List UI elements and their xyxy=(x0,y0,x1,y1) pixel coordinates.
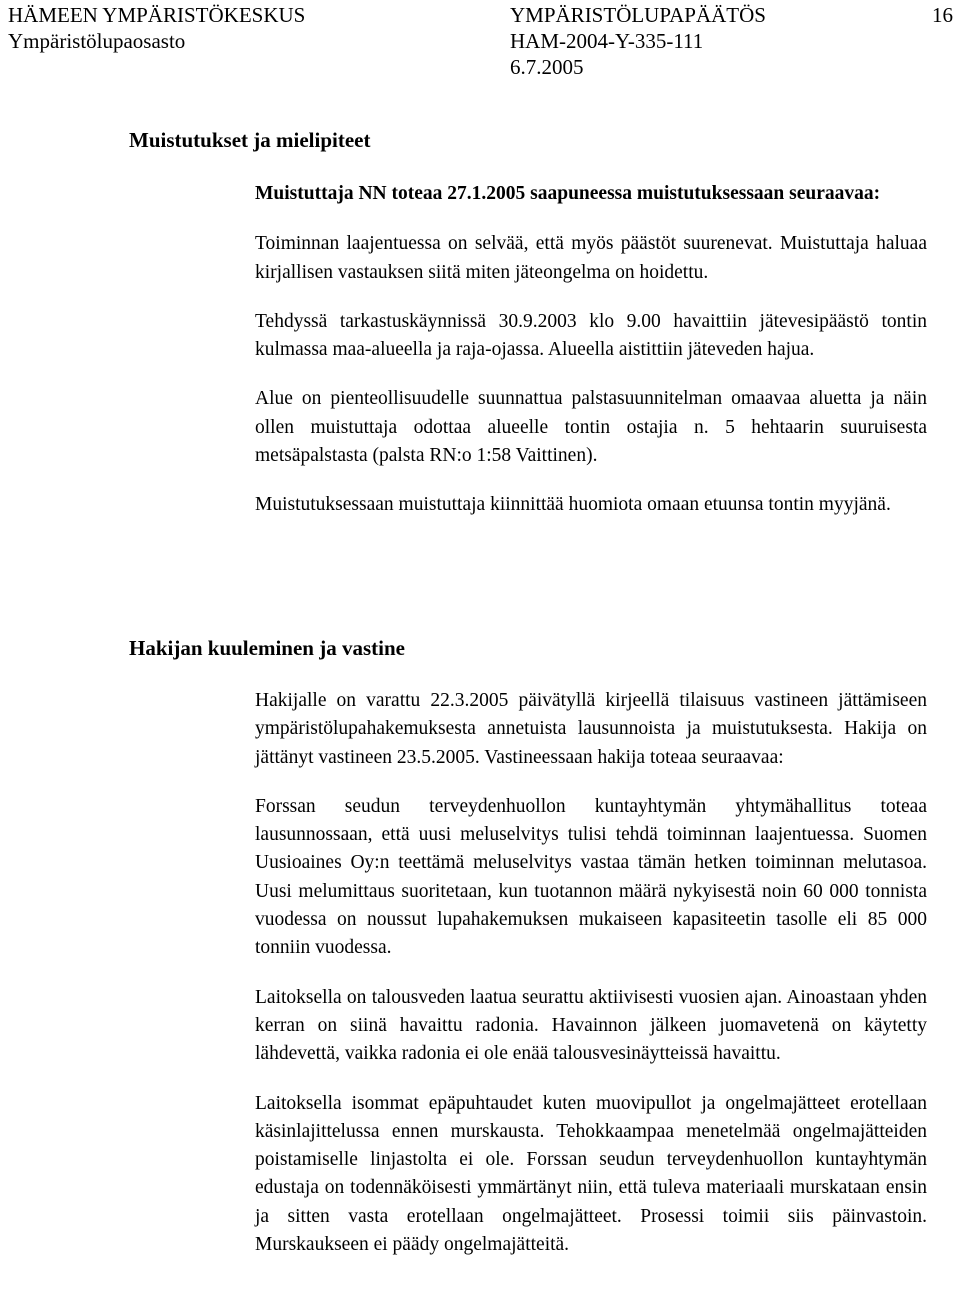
muistutukset-intro: Muistuttaja NN toteaa 27.1.2005 saapuneessa muistutuksessaan seuraavaa: xyxy=(255,183,881,204)
hakijan-paragraph: Laitoksella on talousveden laatua seurattu aktiivisesti vuosien ajan. Ainoastaan yhden kerran on siinä havaittu radonia. Havainnon jälkeen juomavetenä on käytetty lähdevettä, vaikka radonia ei ole enää talousvesinäytteissä havaittu. xyxy=(255,986,927,1065)
header-page-number: 16 xyxy=(932,3,953,27)
header-doc-number: HAM-2004-Y-335-111 xyxy=(510,29,704,53)
hakijan-content xyxy=(255,687,927,1259)
hakijan-paragraph: Laitoksella isommat epäpuhtaudet kuten muovipullot ja ongelmajätteet erotellaan käsinlajittelussa ennen murskausta. Tehokkaampaa menetelmää ongelmajätteiden poistamiselle linjastolta ei ole. Forssan seudun terveydenhuollon kuntayhtymän edustaja on todennäköisesti ymmärtänyt niin, että tuleva materiaali murskataan ensin ja sitten vasta erotellaan ongelmajätteet. Prosessi toimii siis päinvastoin. Murskaukseen ei päädy ongelmajätteitä. xyxy=(255,1092,927,1256)
section-heading-muistutukset: Muistutukset ja mielipiteet xyxy=(129,128,371,152)
header-date: 6.7.2005 xyxy=(510,55,584,79)
muistutukset-paragraph: Muistutuksessaan muistuttaja kiinnittää huomiota omaan etuunsa tontin myyjänä. xyxy=(255,494,891,516)
header-department: Ympäristölupaosasto xyxy=(8,29,186,53)
muistutukset-paragraph: Tehdyssä tarkastuskäynnissä 30.9.2003 klo 9.00 havaittiin jätevesipäästö tontin kulmassa maa-alueella ja raja-ojassa. Alueella aistittiin jäteveden hajua. xyxy=(255,310,927,361)
hakijan-paragraph: Hakijalle on varattu 22.3.2005 päivätyllä kirjeellä tilaisuus vastineen jättämiseen ympäristölupahakemuksesta annetuista lausunnoista ja muistutuksesta. Hakija on jättänyt vastineen 23.5.2005. Vastineessaan hakija toteaa seuraavaa: xyxy=(255,690,927,768)
muistutukset-content xyxy=(255,180,927,520)
section-heading-hakijan: Hakijan kuuleminen ja vastine xyxy=(129,636,405,660)
muistutukset-paragraph: Alue on pienteollisuudelle suunnattua palstasuunnitelman omaavaa aluetta ja näin ollen muistuttaja odottaa alueelle tontin ostajia n. 5 hehtaarin suuruisesta metsäpalstasta (palsta RN:o 1:58 Vaittinen). xyxy=(255,388,927,467)
header-authority: HÄMEEN YMPÄRISTÖKESKUS xyxy=(8,3,306,27)
hakijan-paragraph: Forssan seudun terveydenhuollon kuntayhtymän yhtymähallitus toteaa lausunnossaan, että uusi meluselvitys tulisi tehdä toiminnan laajentuessa. Suomen Uusioaines Oy:n teettämä meluselvitys vastaa tämän hetken toiminnan melutasoa. Uusi melumittaus suoritetaan, kun tuotannon määrä nykyisestä noin 60 000 tonnista vuodessa on noussut lupahakemuksen mukaiseen kapasiteetin tasolle eli 85 000 tonniin vuodessa. xyxy=(255,795,927,959)
header-doc-type: YMPÄRISTÖLUPAPÄÄTÖS xyxy=(510,3,766,27)
muistutukset-paragraph: Toiminnan laajentuessa on selvää, että myös päästöt suurenevat. Muistuttaja haluaa kirjallisen vastauksen siitä miten jäteongelma on hoidettu. xyxy=(255,233,927,283)
